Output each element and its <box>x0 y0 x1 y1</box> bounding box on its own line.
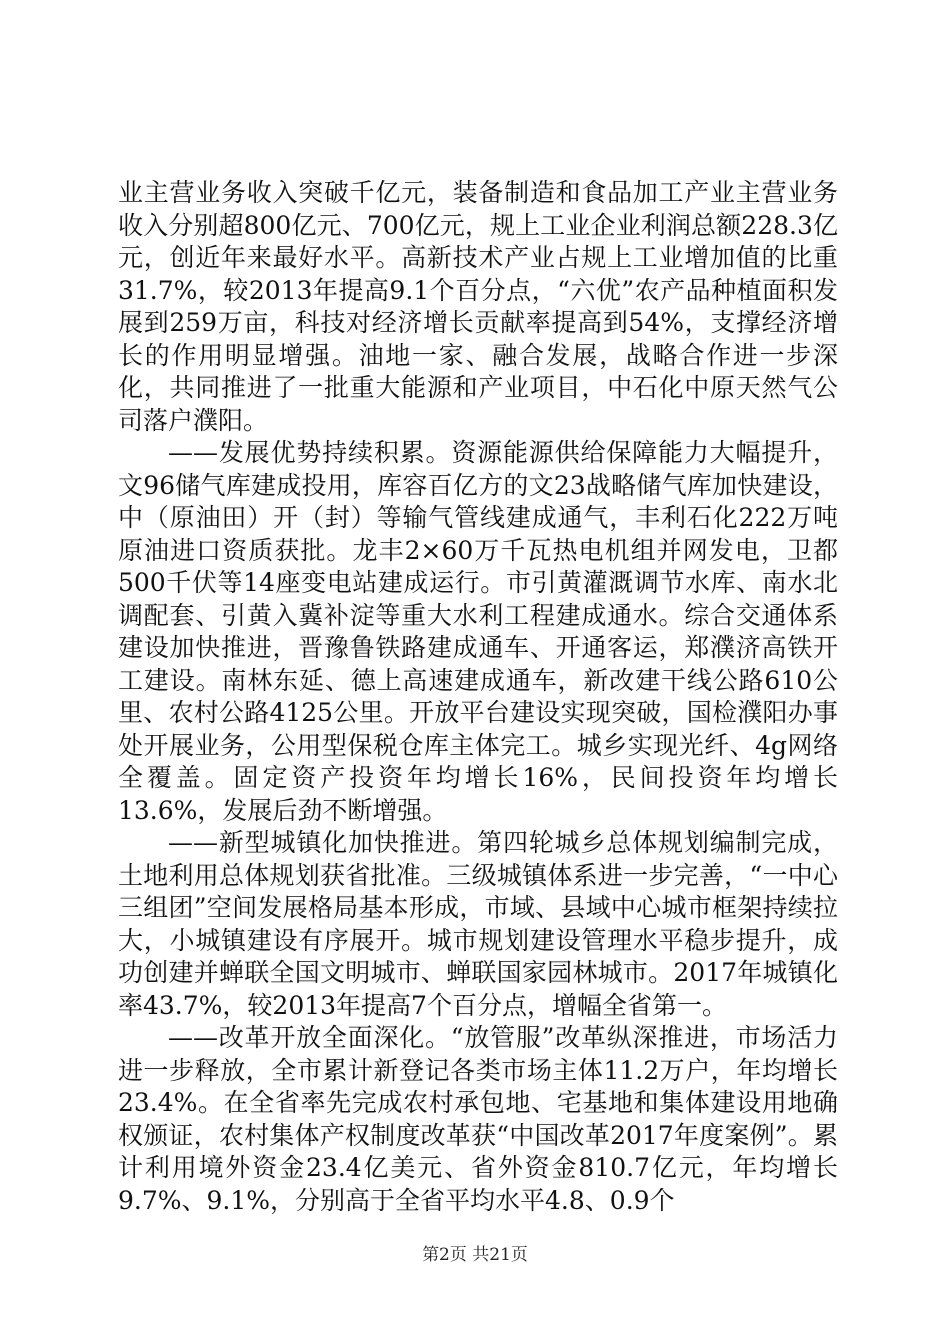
body-text <box>118 177 838 1217</box>
paragraph-reform-opening: ——改革开放全面深化。“放管服”改革纵深推进，市场活力进一步释放，全市累计新登记各类市场主体11.2万户，年均增长23.4%。在全省率先完成农村承包地、宅基地和集体建设用地确权颁证，农村集体产权制度改革获“中国改革2017年度案例”。累计利用境外资金23.4亿美元、省外资金810.7亿元，年均增长9.7%、9.1%，分别高于全省平均水平4.8、0.9个 <box>118 1023 838 1215</box>
paragraph-urbanization: ——新型城镇化加快推进。第四轮城乡总体规划编制完成，土地利用总体规划获省批准。三级城镇体系进一步完善，“一中心三组团”空间发展格局基本形成，市域、县域中心城市框架持续拉大，小城镇建设有序展开。城市规划建设管理水平稳步提升，成功创建并蝉联全国文明城市、蝉联国家园林城市。2017年城镇化率43.7%，较2013年提高7个百分点，增幅全省第一。 <box>118 828 838 1020</box>
paragraph-continuation: 业主营业务收入突破千亿元，装备制造和食品加工产业主营业务收入分别超800亿元、700亿元，规上工业企业利润总额228.3亿元，创近年来最好水平。高新技术产业占规上工业增加值的比重31.7%，较2013年提高9.1个百分点，“六优”农产品种植面积发展到259万亩，科技对经济增长贡献率提高到54%，支撑经济增长的作用明显增强。油地一家、融合发展，战略合作进一步深化，共同推进了一批重大能源和产业项目，中石化中原天然气公司落户濮阳。 <box>118 178 838 435</box>
page-footer: 第2页 共21页 <box>422 1245 528 1265</box>
paragraph-development-advantages: ——发展优势持续积累。资源能源供给保障能力大幅提升，文96储气库建成投用，库容百亿方的文23战略储气库加快建设，中（原油田）开（封）等输气管线建成通气，丰利石化222万吨原油进口资质获批。龙丰2×60万千瓦热电机组并网发电，卫都500千伏等14座变电站建成运行。市引黄灌溉调节水库、南水北调配套、引黄入冀补淀等重大水利工程建成通水。综合交通体系建设加快推进，晋豫鲁铁路建成通车、开通客运，郑濮济高铁开工建设。南林东延、德上高速建成通车，新改建干线公路610公里、农村公路4125公里。开放平台建设实现突破，国检濮阳办事处开展业务，公用型保税仓库主体完工。城乡实现光纤、4g网络全覆盖。固定资产投资年均增长16%，民间投资年均增长13.6%，发展后劲不断增强。 <box>118 438 838 825</box>
